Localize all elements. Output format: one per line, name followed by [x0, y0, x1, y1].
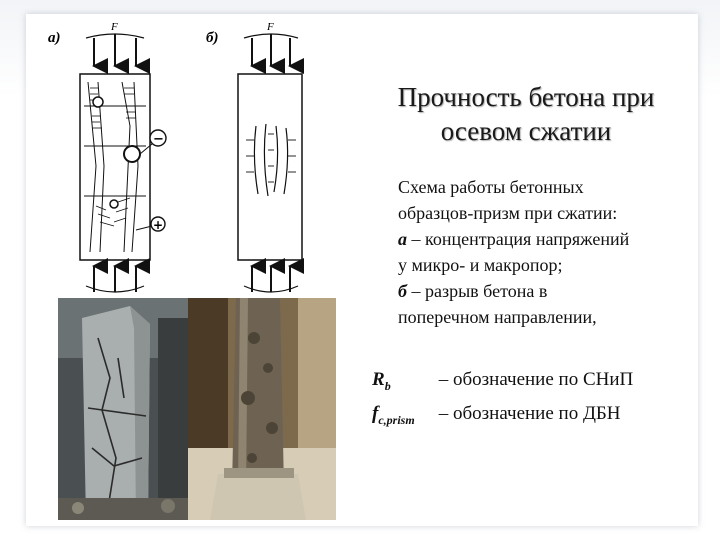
title-line-2: осевом сжатии	[440, 116, 612, 146]
slide-title	[366, 80, 686, 148]
caption-b-text: – разрыв бетона в	[406, 281, 548, 301]
plus-sign: +	[153, 218, 164, 232]
caption-line-4: у микро- и макропор;	[398, 255, 563, 275]
caption-line-6: поперечном направлении,	[398, 307, 597, 327]
caption-a-letter: а	[398, 229, 407, 249]
specimen-a	[80, 21, 166, 292]
figure-caption	[398, 174, 698, 330]
force-label-top-a: F	[111, 21, 118, 33]
notation-row-fc	[372, 400, 702, 434]
label-a: а)	[48, 30, 61, 46]
caption-line-5	[398, 278, 698, 304]
specimen-diagram	[40, 16, 360, 298]
caption-a-text: – концентрация напряжений	[407, 229, 630, 249]
photo-cracked-prism	[58, 298, 198, 520]
minus-sign: −	[153, 132, 164, 147]
caption-line-3	[398, 226, 698, 252]
notation-block	[372, 366, 702, 434]
caption-line-1: Схема работы бетонных	[398, 177, 584, 197]
caption-b-letter: б	[398, 281, 407, 301]
fc-prism-symbol: $f_{c,prism}$	[372, 402, 415, 427]
title-line-1: Прочность бетона при	[397, 82, 655, 112]
label-b: б)	[206, 30, 219, 46]
photo-crushed-prism	[188, 298, 336, 520]
fc-prism-description: – обозначение по ДБН	[438, 402, 621, 424]
specimen-b	[238, 21, 302, 292]
caption-line-2: образцов-призм при сжатии:	[398, 203, 618, 223]
force-label-top-b: F	[267, 21, 274, 33]
rb-description: – обозначение по СНиП	[438, 369, 634, 390]
notation-row-rb	[372, 366, 702, 400]
rb-symbol: $R_b$	[372, 369, 391, 393]
